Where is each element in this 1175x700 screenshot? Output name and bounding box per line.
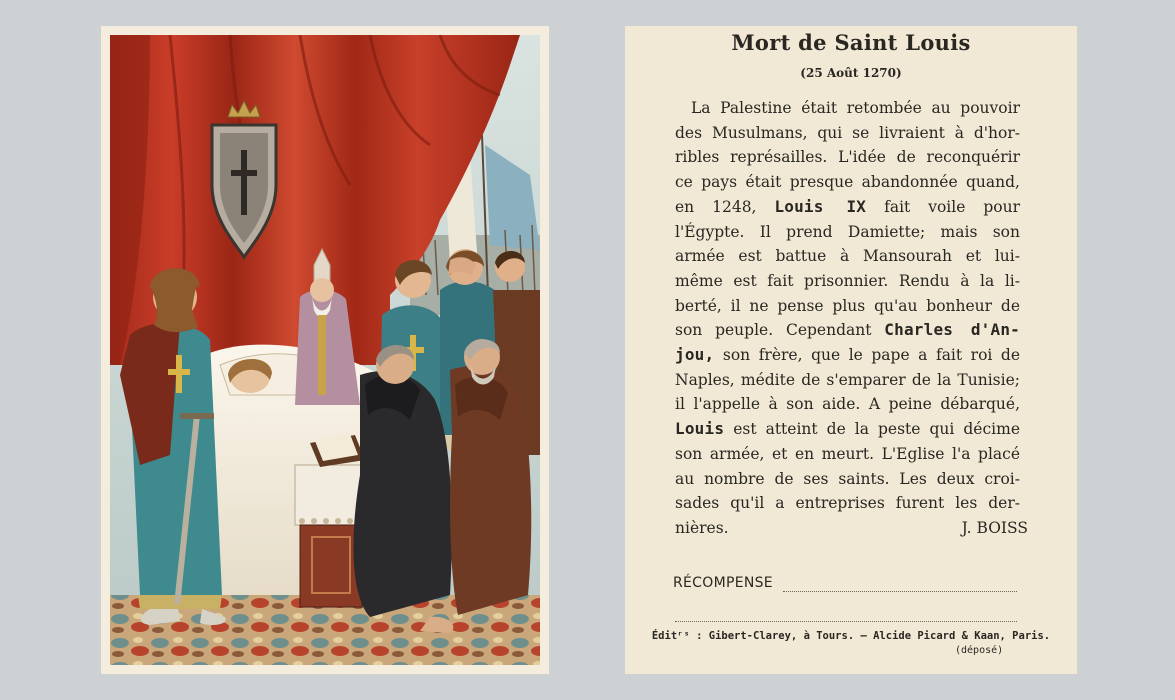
death-of-saint-louis-illustration — [110, 35, 540, 665]
text-line: même est fait prisonnier. Rendu à la li- — [675, 271, 1020, 290]
signature: J. BOISS — [961, 518, 1028, 537]
text-line: Louis est atteint de la peste qui décime — [675, 419, 1020, 439]
dotted-line — [675, 621, 1017, 622]
text-line: jou, son frère, que le pape a fait roi de — [675, 345, 1020, 365]
emphasis-jou: jou, — [675, 345, 715, 365]
text-line: ribles représailles. L'idée de reconquérir — [675, 148, 1020, 167]
recompense-dotted-line — [783, 591, 1017, 592]
emphasis-louis-ix: Louis IX — [774, 196, 867, 216]
card-title: Mort de Saint Louis — [731, 30, 971, 55]
illustration-card — [101, 26, 549, 674]
publisher-line: Éditʳˢ : Gibert-Clarey, à Tours. — Alcide Picard & Kaan, Paris. — [651, 630, 1051, 642]
text-line: nières. J. BOISS — [675, 516, 1020, 541]
text-line: Naples, médite de s'emparer de la Tunisie; — [675, 370, 1020, 389]
depose-note: (déposé) — [955, 645, 1004, 656]
text-line: son peuple. Cependant Charles d'An- — [675, 320, 1021, 340]
body-text — [675, 96, 1028, 541]
text-line: en 1248, Louis IX fait voile pour — [675, 196, 1020, 216]
text-line: l'Égypte. Il prend Damiette; mais son — [675, 222, 1020, 241]
text-line: sades qu'il a entreprises furent les der- — [675, 494, 1020, 513]
recompense-label: RÉCOMPENSE — [673, 575, 773, 591]
text-line: armée est battue à Mansourah et lui- — [675, 247, 1020, 266]
text-line: au nombre de ses saints. Les deux croi- — [675, 469, 1020, 488]
card-date: (25 Août 1270) — [800, 66, 902, 80]
emphasis-louis: Louis — [675, 419, 725, 439]
text-line: ce pays était presque abandonnée quand, — [675, 173, 1020, 192]
text-line: son armée, et en meurt. L'Eglise l'a placé — [675, 444, 1020, 463]
text-line: il l'appelle à son aide. A peine débarqué, — [675, 395, 1020, 414]
text-line: berté, il ne pense plus qu'au bonheur de — [675, 296, 1020, 315]
text-line: des Musulmans, qui se livraient à d'hor- — [675, 123, 1020, 142]
text-line: La Palestine était retombée au pouvoir — [691, 99, 1020, 117]
text-card — [625, 26, 1077, 674]
emphasis-charles: Charles d'An- — [884, 320, 1021, 340]
